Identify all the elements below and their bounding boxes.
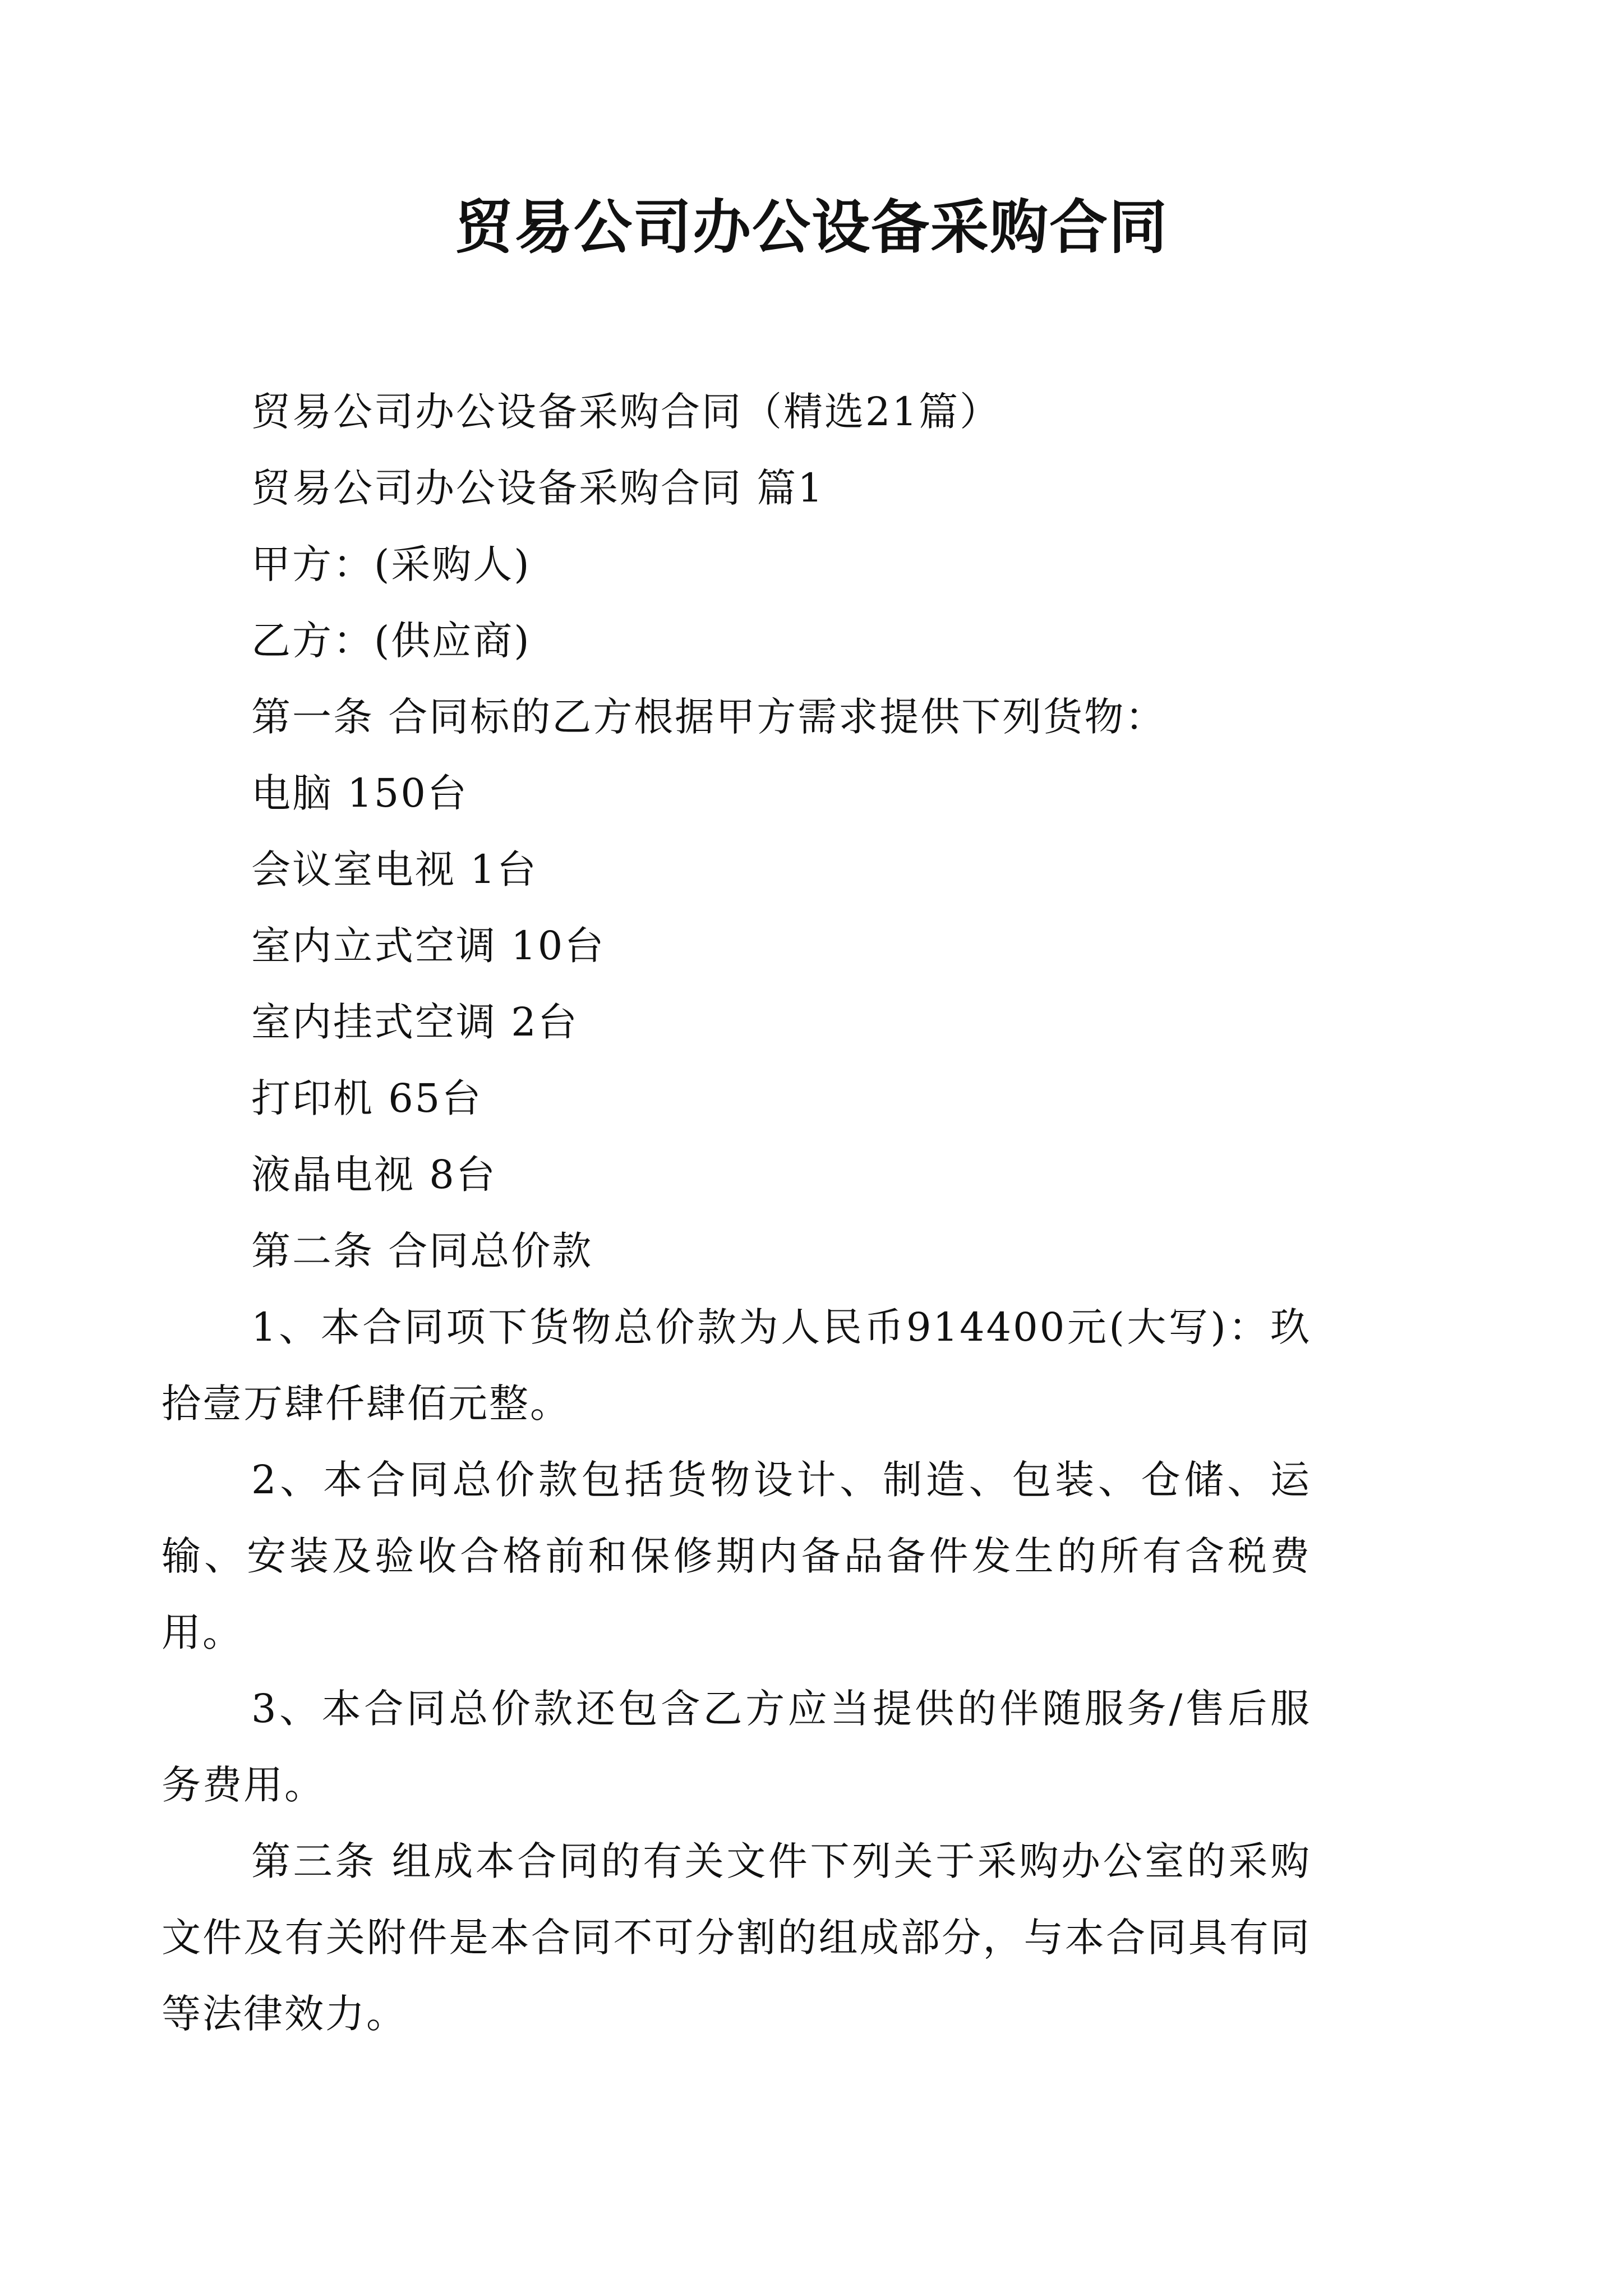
article-2-heading: 第二条 合同总价款	[251, 1228, 593, 1274]
document-title: 贸易公司办公设备采购合同	[454, 192, 1168, 261]
party-a-line: 甲方：(采购人)	[251, 541, 531, 587]
section-heading: 贸易公司办公设备采购合同 篇1	[251, 465, 824, 511]
goods-item: 会议室电视 1台	[251, 846, 538, 892]
goods-item: 电脑 150台	[251, 770, 468, 816]
goods-item: 打印机 65台	[251, 1075, 483, 1121]
article-1-heading: 第一条 合同标的乙方根据甲方需求提供下列货物：	[251, 694, 1166, 740]
goods-item: 室内挂式空调 2台	[251, 999, 579, 1045]
clause-paragraph: 3、本合同总价款还包含乙方应当提供的伴随服务/售后服务费用。	[162, 1686, 1311, 1808]
document-paragraphs	[162, 1289, 1401, 2052]
clause-paragraph: 1、本合同项下货物总价款为人民币914400元(大写)：玖拾壹万肆仟肆佰元整。	[162, 1304, 1311, 1427]
goods-item: 室内立式空调 10台	[251, 923, 606, 969]
goods-item: 液晶电视 8台	[251, 1152, 497, 1198]
document-body	[251, 374, 1401, 1289]
party-b-line: 乙方：(供应商)	[251, 618, 531, 664]
clause-paragraph: 2、本合同总价款包括货物设计、制造、包装、仓储、运输、安装及验收合格前和保修期内备品备件发生的所有含税费用。	[162, 1457, 1311, 1655]
article-3-paragraph: 第三条 组成本合同的有关文件下列关于采购办公室的采购文件及有关附件是本合同不可分割的组成部分，与本合同具有同等法律效力。	[162, 1838, 1311, 2037]
document-subtitle: 贸易公司办公设备采购合同（精选21篇）	[251, 389, 1001, 435]
